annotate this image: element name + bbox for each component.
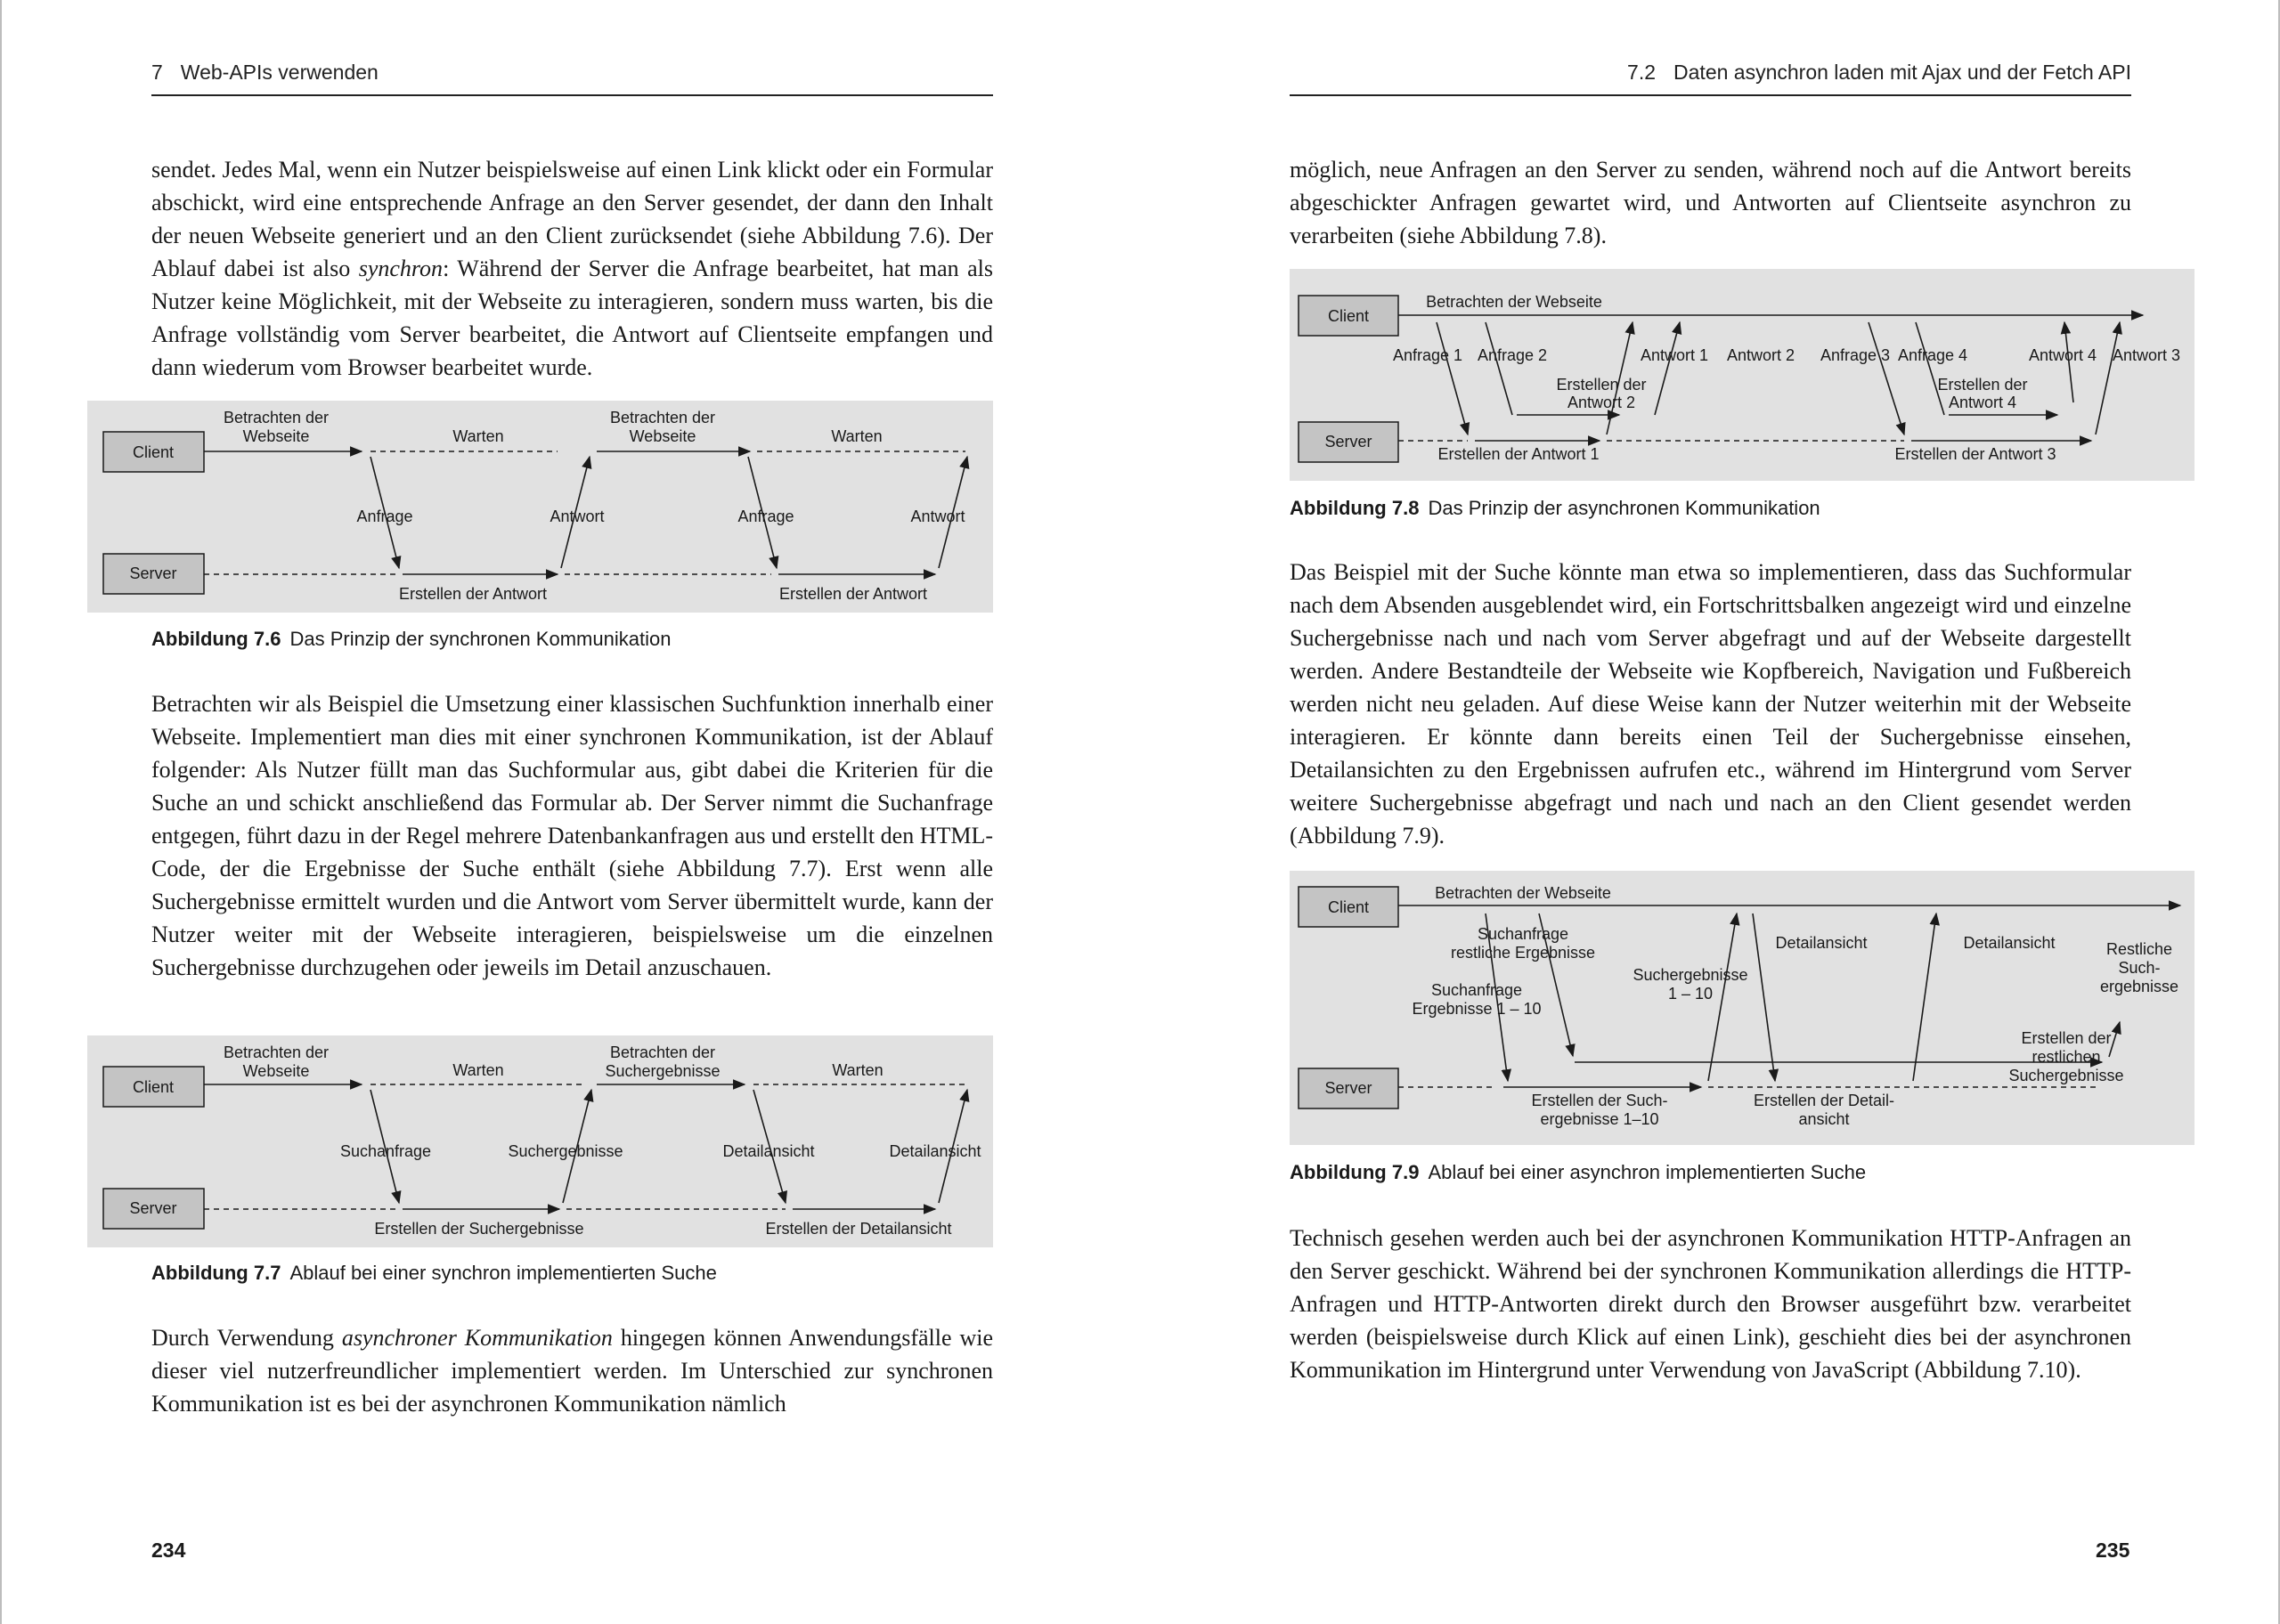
figure-caption [1290,497,1820,520]
text-span: : Während der Server die Anfrage bearbeitet, hat man als Nutzer keine Möglichkeit, mit der Webseite zu interagieren, sondern muss warten, bis die Anfrage vollständig vom Server bearbeitet, die Antwort auf Clientseite empfangen und dann wiederum vom Browser bearbeitet wurde. [151,256,993,380]
caption-text: Das Prinzip der synchronen Kommunikation [289,628,672,650]
label-suchanfrage: Suchanfrage [1477,925,1569,943]
client-label: Client [1327,307,1370,325]
label-anfrage-2: Anfrage 2 [1477,346,1548,364]
caption-text: Ablauf bei einer asynchron implementierten Suche [1428,1161,1867,1183]
label-erstellen-such: Erstellen der Such- [1531,1092,1668,1109]
header-rule [1290,94,2131,96]
client-label: Client [132,443,175,461]
label-antwort-3: Antwort 3 [2112,346,2181,364]
label-ergebnisse-1-10: Ergebnisse 1 – 10 [1412,1000,1542,1018]
running-header [1290,59,2131,85]
label-detailansicht: Detailansicht [889,1142,981,1160]
chapter-title: Web-APIs verwenden [180,60,379,84]
label-betrachten: Betrachten der [223,409,330,426]
label-betrachten: Betrachten der [223,1043,330,1061]
paragraph: Das Beispiel mit der Suche könnte man etwa so implementieren, dass das Suchformular nach dem Absenden ausgeblendet wird, ein Fortschrittsbalken angezeigt wird und einzelne Suchergebnisse nach und nach vom Server abgefragt und auf der Webseite dargestellt werden. Andere Bestandteile der Webseite wie Kopfbereich, Navigation und Fußbereich werden nicht neu geladen. Auf diese Weise kann der Nutzer weiterhin mit der Webseite interagieren. Er könnte dann bereits einen Teil der Suchergebnisse einsehen, Detailansichten zu den Ergebnissen aufrufen etc., während im Hintergrund vom Server weitere Suchergebnisse abgefragt und nach und nach an den Client gesendet werden (Abbildung 7.9). [1290,559,2131,849]
figure-caption [1290,1161,1866,1184]
label-ergebnisse: ergebnisse [2099,978,2179,995]
label-antwort-2: Antwort 2 [1726,346,1796,364]
figure-caption [151,628,671,651]
emphasis: asynchroner Kommunikation [341,1325,613,1351]
paragraph [151,153,993,384]
label-suchergebnisse: Suchergebnisse [508,1142,623,1160]
page-number: 234 [151,1539,186,1562]
caption-text: Das Prinzip der asynchronen Kommunikation [1428,497,1820,519]
label-webseite: Webseite [242,427,310,445]
label-antwort: Antwort [550,508,605,525]
right-page [1141,0,2280,1624]
server-label: Server [1324,433,1372,451]
label-warten: Warten [831,427,883,445]
section-number: 7.2 [1627,60,1657,84]
paragraph: möglich, neue Anfragen an den Server zu senden, während noch auf die Antwort bereits abgeschickter Anfragen gewartet wird, und Antworten auf Clientseite asynchron zu verarbeiten (siehe Abbildung 7.8). [1290,157,2131,248]
label-suchanfrage: Suchanfrage [339,1142,432,1160]
figure-caption [151,1262,717,1285]
text-span: hingegen können Anwendungsfälle wie dieser viel nutzerfreundlicher implementiert werden. Im Unterschied zur synchronen Kommunikation ist es bei der asynchronen Kommunikation nämlich [151,1325,993,1417]
label-suchanfrage: Suchanfrage [1430,981,1523,999]
label-webseite: Webseite [629,427,696,445]
figure-7-6 [87,401,993,613]
label-anfrage: Anfrage [737,508,794,525]
label-erstellen-antwort: Erstellen der Antwort [778,585,928,603]
chapter-number: 7 [151,60,163,84]
figure-7-9 [1290,871,2194,1145]
paragraph [151,1321,993,1420]
label-erstellen-antwort-3: Erstellen der Antwort 3 [1894,445,2056,463]
label-antwort-1: Antwort 1 [1640,346,1709,364]
label-erstellen-antwort: Erstellen der Antwort [398,585,548,603]
label-restliche: Restliche [2105,940,2173,958]
label-betrachten-webseite: Betrachten der Webseite [1435,884,1611,902]
label-erstellen-detailansicht: Erstellen der Detailansicht [765,1220,952,1238]
text-span: sendet. Jedes Mal, wenn ein Nutzer beispielsweise auf einen Link klickt oder ein Formular abschickt, wird eine entsprechende Anfrage an den Server gesendet, der dann den Inhalt der neuen Webseite generiert und an den Client zurücksendet (siehe Abbildung 7.6). Der Ablauf dabei ist also [151,157,993,281]
label-suchergebnisse: Suchergebnisse [605,1062,721,1080]
label-warten: Warten [452,1061,504,1079]
label-erstellen-detail: Erstellen der Detail- [1753,1092,1895,1109]
figure-7-7 [87,1035,993,1247]
label-1-10: 1 – 10 [1667,985,1714,1003]
label-ansicht: ansicht [1798,1110,1850,1128]
label-betrachten: Betrachten der [609,1043,716,1061]
server-label: Server [129,564,177,582]
caption-text: Ablauf bei einer synchron implementierten Suche [289,1262,717,1284]
label-detailansicht: Detailansicht [722,1142,815,1160]
label-betrachten: Betrachten der [609,409,716,426]
label-warten: Warten [452,427,504,445]
page-number: 235 [2096,1539,2130,1562]
running-header [151,59,993,85]
label-erstellen-antwort-1: Erstellen der Antwort 1 [1437,445,1600,463]
section-title: Daten asynchron laden mit Ajax und der Fetch API [1673,60,2131,84]
label-antwort-2: Antwort 2 [1567,394,1636,411]
label-antwort-4: Antwort 4 [2028,346,2097,364]
text-span: Durch Verwendung [151,1325,334,1351]
label-betrachten-webseite: Betrachten der Webseite [1426,293,1602,311]
caption-label: Abbildung 7.7 [151,1262,281,1284]
label-anfrage-4: Anfrage 4 [1897,346,1968,364]
caption-label: Abbildung 7.8 [1290,497,1420,519]
emphasis: synchron [358,256,444,281]
caption-label: Abbildung 7.9 [1290,1161,1420,1183]
figure-7-8 [1290,269,2194,481]
label-detailansicht: Detailansicht [1963,934,2056,952]
label-antwort: Antwort [910,508,965,525]
label-erstellen: Erstellen der [1556,376,1647,394]
label-ergebnisse-1-10: ergebnisse 1–10 [1540,1110,1659,1128]
caption-label: Abbildung 7.6 [151,628,281,650]
label-anfrage: Anfrage [356,508,413,525]
label-suchergebnisse: Suchergebnisse [2008,1067,2124,1084]
label-erstellen: Erstellen der [2021,1029,2112,1047]
client-label: Client [132,1078,175,1096]
client-label: Client [1327,898,1370,916]
paragraph: Betrachten wir als Beispiel die Umsetzung einer klassischen Suchfunktion innerhalb einer Webseite. Implementiert man dies mit einer synchronen Kommunikation, ist der Ablauf folgender: Als Nutzer füllt man das Suchformular aus, gibt dabei die Kriterien für die Suche an und schickt anschließend das Formular ab. Der Server nimmt die Suchanfrage entgegen, führt dazu in der Regel mehrere Datenbankanfragen aus und erstellt den HTML-Code, der die Ergebnisse der Suche enthält (siehe Abbildung 7.7). Erst wenn alle Suchergebnisse ermittelt wurden und die Antwort vom Server übermittelt wurde, kann der Nutzer weiter mit der Webseite interagieren, beispielsweise um die einzelnen Suchergebnisse durchzugehen oder jeweils im Detail anzuschauen. [151,691,994,980]
label-suchergebnisse: Suchergebnisse [1633,966,1748,984]
label-warten: Warten [832,1061,884,1079]
label-detailansicht: Detailansicht [1775,934,1868,952]
label-restlichen: restlichen [2032,1048,2101,1066]
label-antwort-4: Antwort 4 [1948,394,2017,411]
label-erstellen: Erstellen der [1937,376,2028,394]
header-rule [151,94,993,96]
label-restliche-ergebnisse: restliche Ergebnisse [1450,944,1596,962]
paragraph: Technisch gesehen werden auch bei der asynchronen Kommunikation HTTP-Anfragen an den Server geschickt. Während bei der synchronen Kommunikation allerdings die HTTP-Anfragen und HTTP-Antworten direkt durch den Browser ausgeführt bzw. verarbeitet werden (beispielsweise durch Klick auf einen Link), geschieht dies bei der asynchronen Kommunikation im Hintergrund unter Verwendung von JavaScript (Abbildung 7.10). [1290,1225,2131,1383]
label-erstellen-suchergebnisse: Erstellen der Suchergebnisse [374,1220,584,1238]
label-anfrage-3: Anfrage 3 [1820,346,1891,364]
label-anfrage-1: Anfrage 1 [1392,346,1463,364]
label-such: Such- [2118,959,2161,977]
server-label: Server [1324,1079,1372,1097]
label-webseite: Webseite [242,1062,310,1080]
server-label: Server [129,1199,177,1217]
